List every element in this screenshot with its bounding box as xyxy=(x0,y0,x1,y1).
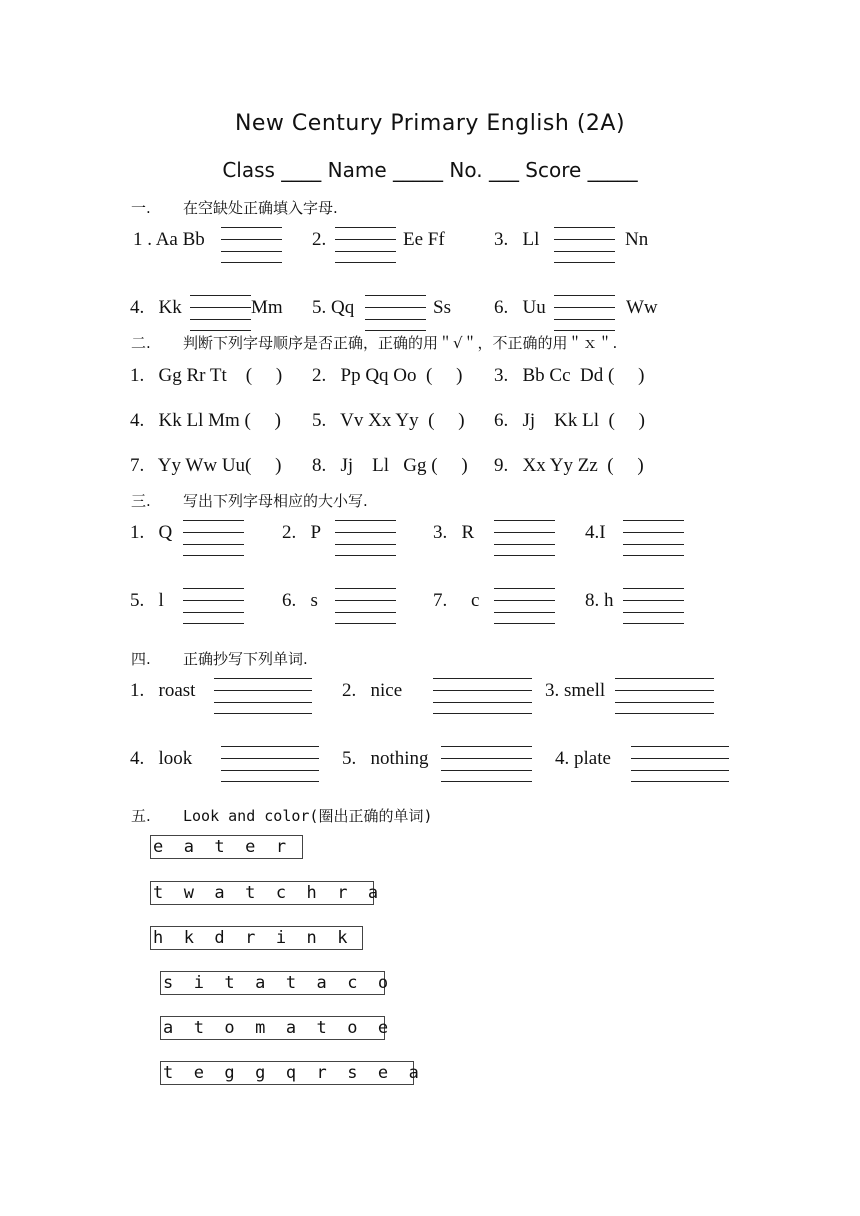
worksheet-title: New Century Primary English (2A) xyxy=(234,111,626,136)
s4-item-3: 3. smell xyxy=(545,680,606,701)
s1-blank-3[interactable] xyxy=(554,227,615,263)
s4-item-2: 2. nice xyxy=(342,680,403,701)
s3-blank-1[interactable] xyxy=(183,520,244,556)
s1-item-2: 2. xyxy=(312,229,327,250)
s3-item-6: 6. s xyxy=(282,590,318,611)
s1-blank-1[interactable] xyxy=(221,227,282,263)
s3-item-3: 3. R xyxy=(433,522,475,543)
s4-blank-5[interactable] xyxy=(441,746,532,782)
s1-item-4: 4. Kk xyxy=(130,297,182,318)
s1-item-5-tail: Ss xyxy=(433,297,451,318)
section-5-heading: 五. Look and color(圈出正确的单词) xyxy=(131,807,433,825)
s1-item-6: 6. Uu xyxy=(494,297,546,318)
s2-item-9[interactable]: 9. Xx Yy Zz ( ) xyxy=(494,455,644,476)
s4-blank-2[interactable] xyxy=(433,678,532,714)
s3-item-2: 2. P xyxy=(282,522,322,543)
s1-item-6-tail: Ww xyxy=(626,297,658,318)
word-search-row-3[interactable]: h k d r i n k xyxy=(150,926,363,950)
word-search-row-6[interactable]: t e g g q r s e a xyxy=(160,1061,414,1085)
s2-item-7[interactable]: 7. Yy Ww Uu( ) xyxy=(130,455,282,476)
s3-blank-7[interactable] xyxy=(494,588,555,624)
s3-blank-2[interactable] xyxy=(335,520,396,556)
word-search-row-2[interactable]: t w a t c h r a xyxy=(150,881,374,905)
s4-blank-3[interactable] xyxy=(615,678,714,714)
section-2-heading: 二. 判断下列字母顺序是否正确，正确的用＂√＂，不正确的用＂ｘ＂. xyxy=(131,334,618,352)
s2-item-3[interactable]: 3. Bb Cc Dd ( ) xyxy=(494,365,645,386)
s1-item-3: 3. Ll xyxy=(494,229,540,250)
s4-item-6: 4. plate xyxy=(555,748,611,769)
s1-item-3-tail: Nn xyxy=(625,229,649,250)
word-search-row-4[interactable]: s i t a t a c o xyxy=(160,971,385,995)
section-4-heading: 四. 正确抄写下列单词. xyxy=(131,650,308,668)
s2-item-8[interactable]: 8. Jj Ll Gg ( ) xyxy=(312,455,468,476)
s2-item-2[interactable]: 2. Pp Qq Oo ( ) xyxy=(312,365,463,386)
s3-blank-6[interactable] xyxy=(335,588,396,624)
s4-blank-6[interactable] xyxy=(631,746,729,782)
s4-item-1: 1. roast xyxy=(130,680,196,701)
s3-item-8: 8. h xyxy=(585,590,614,611)
s2-item-5[interactable]: 5. Vv Xx Yy ( ) xyxy=(312,410,465,431)
s2-item-4[interactable]: 4. Kk Ll Mm ( ) xyxy=(130,410,281,431)
s3-blank-5[interactable] xyxy=(183,588,244,624)
s1-blank-5[interactable] xyxy=(365,295,426,331)
s4-item-4: 4. look xyxy=(130,748,193,769)
s1-blank-4[interactable] xyxy=(190,295,251,331)
student-info-line: Class ____ Name _____ No. ___ Score _____ xyxy=(222,158,638,182)
s2-item-6[interactable]: 6. Jj Kk Ll ( ) xyxy=(494,410,645,431)
s3-item-5: 5. l xyxy=(130,590,164,611)
section-3-heading: 三. 写出下列字母相应的大小写. xyxy=(131,492,368,510)
s3-blank-3[interactable] xyxy=(494,520,555,556)
section-1-heading: 一. 在空缺处正确填入字母. xyxy=(131,199,338,217)
s3-item-7: 7. c xyxy=(433,590,480,611)
s1-item-4-tail: Mm xyxy=(251,297,283,318)
s3-blank-4[interactable] xyxy=(623,520,684,556)
s3-item-4: 4.I xyxy=(585,522,606,543)
s1-item-5: 5. Qq xyxy=(312,297,355,318)
s1-item-2-tail: Ee Ff xyxy=(403,229,445,250)
s4-blank-4[interactable] xyxy=(221,746,319,782)
word-search-row-1[interactable]: e a t e r xyxy=(150,835,303,859)
s4-item-5: 5. nothing xyxy=(342,748,429,769)
s3-item-1: 1. Q xyxy=(130,522,173,543)
word-search-row-5[interactable]: a t o m a t o e xyxy=(160,1016,385,1040)
s1-blank-2[interactable] xyxy=(335,227,396,263)
s2-item-1[interactable]: 1. Gg Rr Tt ( ) xyxy=(130,365,283,386)
s1-item-1: 1 . Aa Bb xyxy=(133,229,205,250)
s4-blank-1[interactable] xyxy=(214,678,312,714)
s3-blank-8[interactable] xyxy=(623,588,684,624)
s1-blank-6[interactable] xyxy=(554,295,615,331)
